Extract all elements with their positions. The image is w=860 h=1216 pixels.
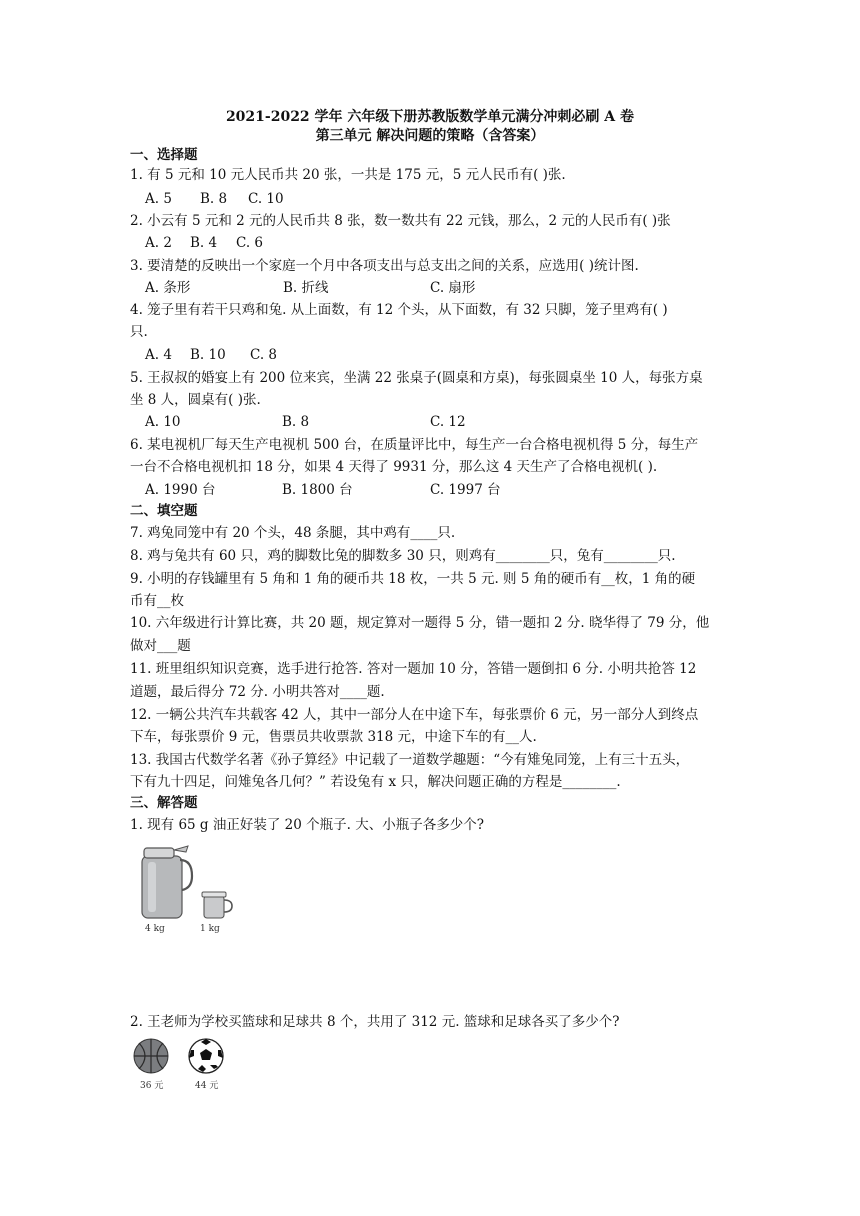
small-oil-jar-icon [202,892,232,918]
question-4: 4. 笼子里有若干只鸡和兔. 从上面数，有 12 个头，从下面数，有 32 只脚，笼子里鸡有( ) [130,302,668,318]
option-c: C. 12 [430,414,466,430]
large-bottle-caption: 4 kg [145,924,165,934]
question-1: 1. 有 5 元和 10 元人民币共 20 张，一共是 175 元，5 元人民币有( )张. [130,167,566,183]
option-b: B. 8 [282,414,310,430]
section-multiple-choice: 一、选择题 [130,147,198,163]
basketball-price-caption: 36 元 [140,1081,164,1091]
question-11-cont: 道题，最后得分 72 分. 小明共答对____题. [130,684,385,700]
small-bottle-caption: 1 kg [200,924,220,934]
option-c: C. 8 [250,347,278,363]
question-4-cont: 只. [130,324,148,340]
option-c: C. 1997 台 [430,482,501,498]
question-9-cont: 币有__枚 [130,593,184,609]
question-11: 11. 班里组织知识竞赛，选手进行抢答. 答对一题加 10 分，答错一题倒扣 6 分. 小明共抢答 12 [130,661,697,677]
option-c: C. 扇形 [430,280,476,296]
option-a: A. 2 [145,235,172,251]
question-12-cont: 下车，每张票价 9 元，售票员共收票款 318 元，中途下车的有__人. [130,729,537,745]
option-c: C. 6 [236,235,264,251]
question-9: 9. 小明的存钱罐里有 5 角和 1 角的硬币共 18 枚，一共 5 元. 则 5 角的硬币有__枚，1 角的硬 [130,571,696,587]
option-b: B. 8 [200,191,228,207]
question-13: 13. 我国古代数学名著《孙子算经》中记载了一道数学趣题：“今有雉兔同笼，上有三十五头， [130,752,690,768]
question-3: 3. 要清楚的反映出一个家庭一个月中各项支出与总支出之间的关系，应选用( )统计图. [130,258,639,274]
option-b: B. 1800 台 [282,482,353,498]
large-oil-jug-icon [142,846,192,918]
question-12: 12. 一辆公共汽车共载客 42 人，其中一部分人在中途下车，每张票价 6 元，另一部分人到终点 [130,707,699,723]
option-b: B. 折线 [283,280,329,296]
section-word-problems: 三、解答题 [130,795,198,811]
question-13-cont: 下有九十四足，问雉兔各几何？” 若设兔有 x 只，解决问题正确的方程是________. [130,774,621,790]
option-a: A. 条形 [145,280,191,296]
option-b: B. 10 [190,347,226,363]
option-a: A. 1990 台 [145,482,216,498]
question-8: 8. 鸡与兔共有 60 只，鸡的脚数比兔的脚数多 30 只，则鸡有________只，兔有________只. [130,548,676,564]
soccer-ball-icon [189,1039,223,1073]
option-b: B. 4 [190,235,218,251]
question-5: 5. 王叔叔的婚宴上有 200 位来宾，坐满 22 张桌子(圆桌和方桌)，每张圆桌坐 10 人，每张方桌 [130,370,703,386]
soccer-price-caption: 44 元 [195,1081,219,1091]
balls-illustration [132,1036,232,1076]
worksheet-subtitle: 第三单元 解决问题的策略（含答案） [315,128,545,144]
solve-question-2: 2. 王老师为学校买篮球和足球共 8 个，共用了 312 元. 篮球和足球各买了多少个? [130,1014,620,1030]
question-10: 10. 六年级进行计算比赛，共 20 题，规定算对一题得 5 分，错一题扣 2 分. 晓华得了 79 分，他 [130,615,710,631]
solve-question-1: 1. 现有 65 g 油正好装了 20 个瓶子. 大、小瓶子各多少个? [130,817,484,833]
question-7: 7. 鸡兔同笼中有 20 个头，48 条腿，其中鸡有____只. [130,525,456,541]
oil-bottles-illustration [132,842,242,922]
question-5-cont: 坐 8 人，圆桌有( )张. [130,392,261,408]
option-a: A. 10 [145,414,181,430]
option-a: A. 5 [145,191,172,207]
question-10-cont: 做对___题 [130,638,191,654]
option-c: C. 10 [248,191,284,207]
basketball-icon [134,1039,168,1073]
question-6: 6. 某电视机厂每天生产电视机 500 台，在质量评比中，每生产一台合格电视机得 5 分，每生产 [130,437,699,453]
question-6-cont: 一台不合格电视机扣 18 分，如果 4 天得了 9931 分，那么这 4 天生产了合格电视机( ). [130,459,658,475]
section-fill-in: 二、填空题 [130,503,198,519]
option-a: A. 4 [145,347,172,363]
worksheet-title: 2021-2022 学年 六年级下册苏教版数学单元满分冲刺必刷 A 卷 [225,109,635,125]
question-2: 2. 小云有 5 元和 2 元的人民币共 8 张，数一数共有 22 元钱，那么，2 元的人民币有( )张 [130,213,671,229]
